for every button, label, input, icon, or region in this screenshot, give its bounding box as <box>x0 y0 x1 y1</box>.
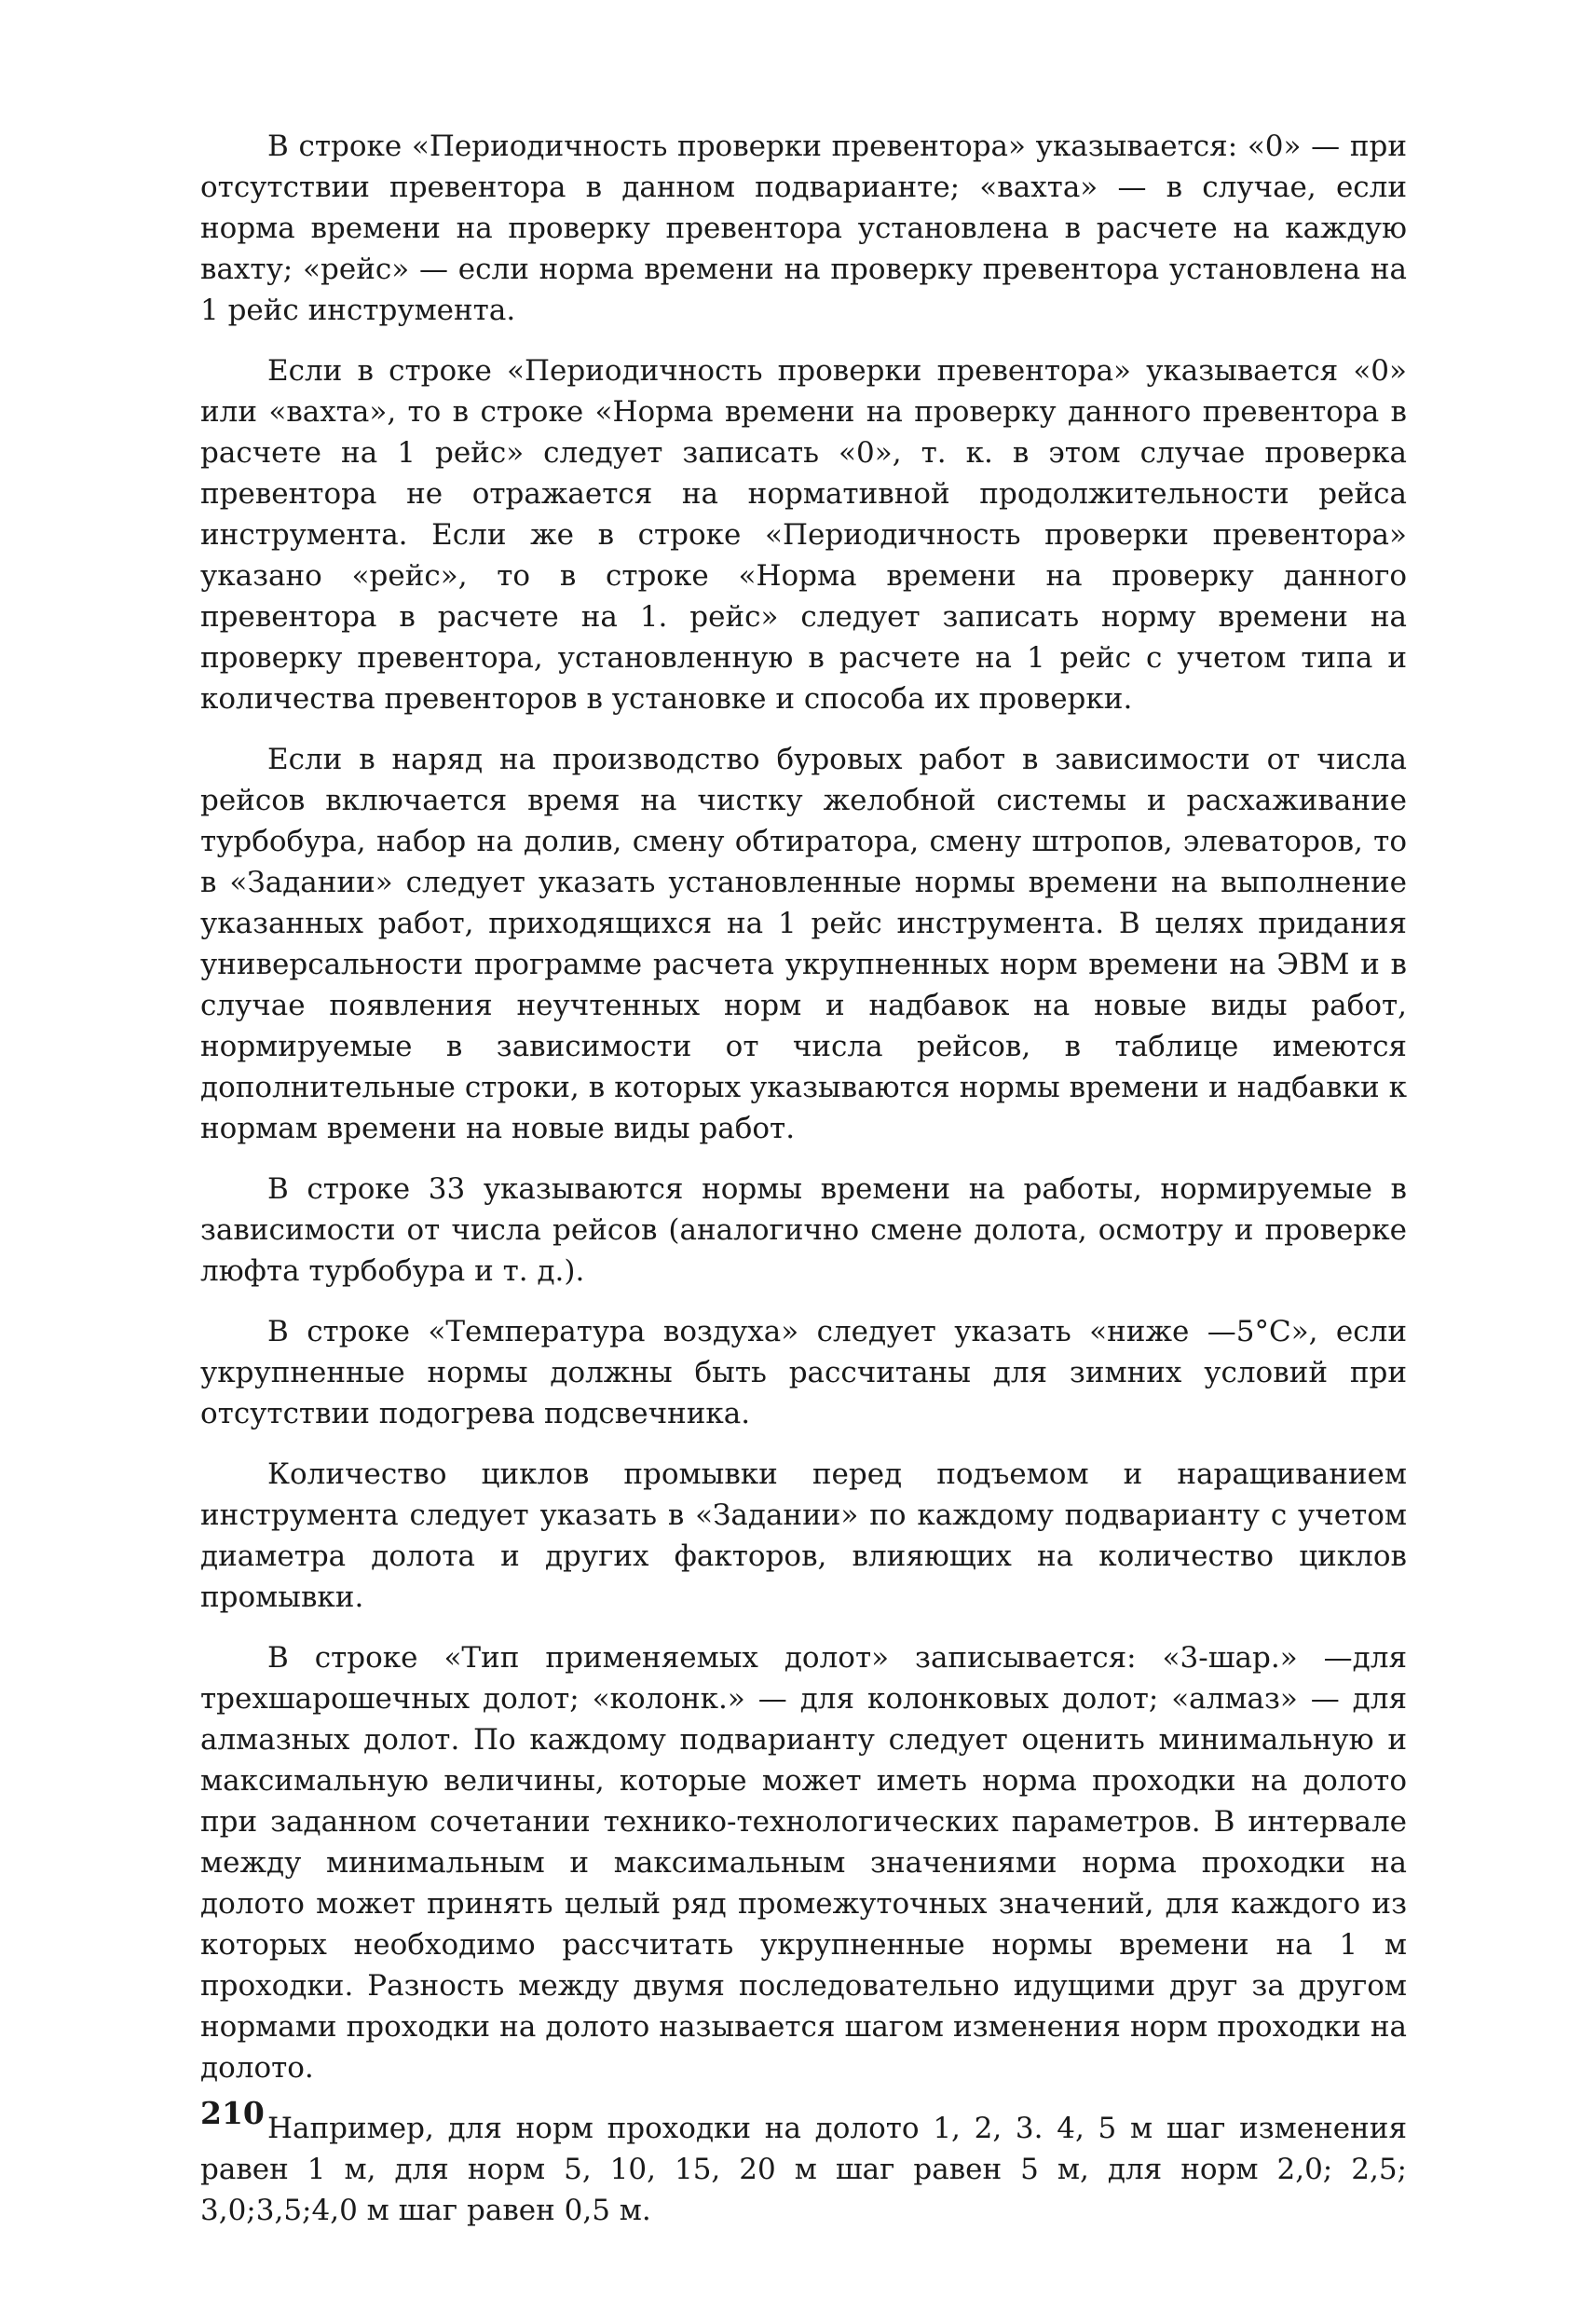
paragraph-preventer-check-frequency: В строке «Периодичность проверки превентора» указывается: «0» — при отсутствии превентора в данном подварианте; «вахта» — в случае, если норма времени на проверку превентора установлена в расчете на каждую вахту; «рейс» — если норма времени на проверку превентора установлена на 1 рейс инструмента. <box>200 130 1407 327</box>
paragraph-flushing-cycles: Количество циклов промывки перед подъемом и наращиванием инструмента следует указать в «Задании» по каждому подварианту с учетом диаметра долота и других факторов, влияющих на количество циклов промывки. <box>200 1457 1407 1614</box>
page-number: 210 <box>200 2095 265 2131</box>
paragraph-bit-types: В строке «Тип применяемых долот» записывается: «3-шар.» —для трехшарошечных долот; «колонк.» — для колонковых долот; «алмаз» — для алмазных долот. По каждому подварианту следует оценить минимальную и максимальную величины, которые может иметь норма проходки на долото при заданном сочетании технико-технологических параметров. В интервале между минимальным и максимальным значениями норма проходки на долото может принять целый ряд промежуточных значений, для каждого из которых необходимо рассчитать укрупненные нормы времени на 1 м проходки. Разность между двумя последовательно идущими друг за другом нормами проходки на долото называется шагом изменения норм проходки на долото. <box>200 1641 1407 2085</box>
paragraph-line-33: В строке 33 указываются нормы времени на работы, нормируемые в зависимости от числа рейсов (аналогично смене долота, осмотру и проверке люфта турбобура и т. д.). <box>200 1172 1407 1288</box>
paragraph-additional-trip-works: Если в наряд на производство буровых работ в зависимости от числа рейсов включается время на чистку желобной системы и расхаживание турбобура, набор на долив, смену обтиратора, смену штропов, элеваторов, то в «Задании» следует указать установленные нормы времени на выполнение указанных работ, приходящихся на 1 рейс инструмента. В целях придания универсальности программе расчета укрупненных норм времени на ЭВМ и в случае появления неучтенных норм и надбавок на новые виды работ, нормируемые в зависимости от числа рейсов, в таблице имеются дополнительные строки, в которых указываются нормы времени и надбавки к нормам времени на новые виды работ. <box>200 743 1407 1145</box>
paragraph-step-example: Например, для норм проходки на долото 1, 2, 3. 4, 5 м шаг изменения равен 1 м, для норм 5, 10, 15, 20 м шаг равен 5 м, для норм 2,0; 2,5; 3,0;3,5;4,0 м шаг равен 0,5 м. <box>200 2112 1407 2227</box>
page-body <box>200 126 1407 2250</box>
paragraph-preventer-norm-per-trip: Если в строке «Периодичность проверки превентора» указывается «0» или «вахта», то в строке «Норма времени на проверку данного превентора в расчете на 1 рейс» следует записать «0», т. к. в этом случае проверка превентора не отражается на нормативной продолжительности рейса инструмента. Если же в строке «Периодичность проверки превентора» указано «рейс», то в строке «Норма времени на проверку данного превентора в расчете на 1. рейс» следует записать норму времени на проверку превентора, установленную в расчете на 1 рейс с учетом типа и количества превенторов в установке и способа их проверки. <box>200 354 1407 716</box>
paragraph-air-temperature: В строке «Температура воздуха» следует указать «ниже —5°С», если укрупненные нормы должны быть рассчитаны для зимних условий при отсутствии подогрева подсвечника. <box>200 1315 1407 1430</box>
